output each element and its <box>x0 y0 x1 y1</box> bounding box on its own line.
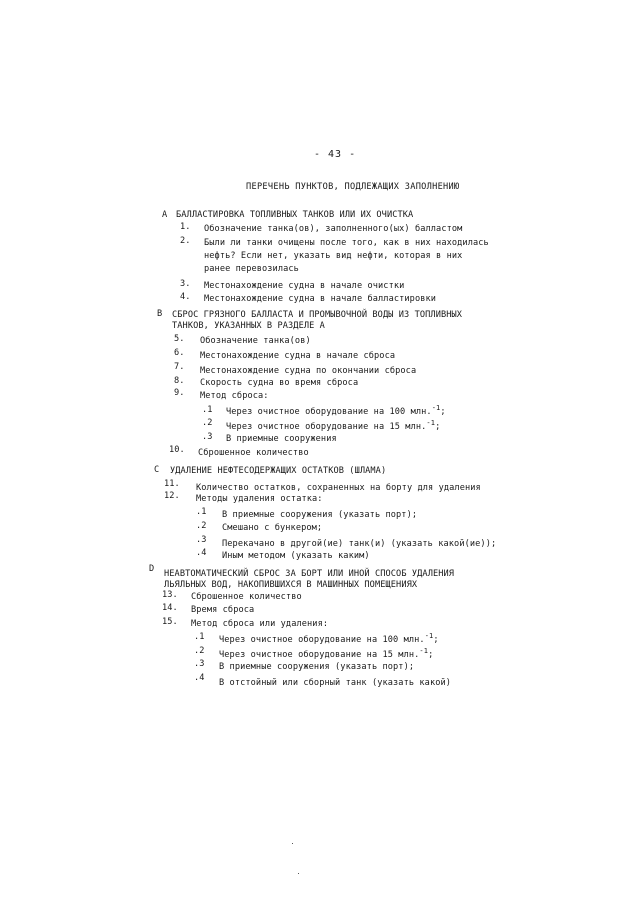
item-9-3-number: .3 <box>202 432 213 442</box>
item-3-text: Местонахождение судна в начале очистки <box>204 281 405 291</box>
scan-mark <box>292 843 293 844</box>
item-9-1-number: .1 <box>202 405 213 415</box>
scan-mark <box>298 873 299 874</box>
item-15-4-text: В отстойный или сборный танк (указать какой) <box>219 678 452 688</box>
item-9-2-label: Через очистное оборудование на 15 млн. <box>226 422 427 432</box>
section-a-title: БАЛЛАСТИРОВКА ТОПЛИВНЫХ ТАНКОВ ИЛИ ИХ ОЧИСТКА <box>176 210 414 220</box>
item-12-4-text: Иным методом (указать каким) <box>222 551 370 561</box>
item-2-text-line1: Были ли танки очищены после того, как в них находилась <box>204 238 489 248</box>
item-12-1-text: В приемные сооружения (указать порт); <box>222 510 418 520</box>
item-2-text-line3: ранее перевозилась <box>204 264 299 274</box>
item-6-text: Местонахождение судна в начале сброса <box>200 351 396 361</box>
section-d-letter: D <box>149 564 155 574</box>
section-d-title-line2: ЛЬЯЛЬНЫХ ВОД, НАКОПИВШИХСЯ В МАШИННЫХ ПОМЕЩЕНИЯХ <box>164 580 418 590</box>
item-15-1-label: Через очистное оборудование на 100 млн. <box>219 635 425 645</box>
item-15-number: 15. <box>162 617 178 627</box>
item-7-number: 7. <box>174 362 185 372</box>
section-c-title: УДАЛЕНИЕ НЕФТЕСОДЕРЖАЩИХ ОСТАТКОВ (ШЛАМА) <box>170 466 387 476</box>
section-b-title-line1: СБРОС ГРЯЗНОГО БАЛЛАСТА И ПРОМЫВОЧНОЙ ВОДЫ ИЗ ТОПЛИВНЫХ <box>172 310 463 320</box>
item-11-number: 11. <box>164 479 180 489</box>
item-15-2-superscript: -1 <box>419 647 429 655</box>
item-9-number: 9. <box>174 388 185 398</box>
item-8-text: Скорость судна во время сброса <box>200 378 359 388</box>
item-9-2-superscript: -1 <box>426 419 436 427</box>
item-9-2-end: ; <box>435 422 441 432</box>
section-c-letter: C <box>154 465 160 475</box>
item-15-2-text <box>219 647 434 660</box>
item-8-number: 8. <box>174 376 185 386</box>
item-15-2-end: ; <box>428 650 434 660</box>
item-9-2-text <box>226 419 441 432</box>
item-14-text: Время сброса <box>191 605 255 615</box>
item-10-text: Сброшенное количество <box>198 448 309 458</box>
item-12-4-number: .4 <box>196 548 207 558</box>
item-11-text: Количество остатков, сохраненных на борту для удаления <box>196 483 481 493</box>
item-9-1-end: ; <box>440 407 446 417</box>
item-15-3-number: .3 <box>194 659 205 669</box>
item-4-number: 4. <box>180 292 191 302</box>
item-15-2-number: .2 <box>194 646 205 656</box>
item-4-text: Местонахождение судна в начале балластировки <box>204 294 437 304</box>
item-12-2-number: .2 <box>196 521 207 531</box>
item-13-text: Сброшенное количество <box>191 592 302 602</box>
item-15-text: Метод сброса или удаления: <box>191 619 329 629</box>
item-12-3-text: Перекачано в другой(ие) танк(и) (указать какой(ие)); <box>222 539 497 549</box>
item-12-3-number: .3 <box>196 535 207 545</box>
item-15-4-number: .4 <box>194 673 205 683</box>
item-7-text: Местонахождение судна по окончании сброса <box>200 366 417 376</box>
item-9-3-text: В приемные сооружения <box>226 434 337 444</box>
item-2-number: 2. <box>180 236 191 246</box>
item-15-1-superscript: -1 <box>424 632 434 640</box>
item-13-number: 13. <box>162 590 178 600</box>
item-1-text: Обозначение танка(ов), заполненного(ых) балластом <box>204 224 463 234</box>
item-10-number: 10. <box>169 445 185 455</box>
item-1-number: 1. <box>180 222 191 232</box>
page-heading: ПЕРЕЧЕНЬ ПУНКТОВ, ПОДЛЕЖАЩИХ ЗАПОЛНЕНИЮ <box>246 182 460 192</box>
item-9-2-number: .2 <box>202 418 213 428</box>
item-15-1-end: ; <box>433 635 439 645</box>
item-9-1-text <box>226 404 446 417</box>
section-b-letter: B <box>157 309 163 319</box>
item-5-number: 5. <box>174 334 185 344</box>
section-d-title-line1: НЕАВТОМАТИЧЕСКИЙ СБРОС ЗА БОРТ ИЛИ ИНОЙ СПОСОБ УДАЛЕНИЯ <box>164 569 455 579</box>
section-b-title-line2: ТАНКОВ, УКАЗАННЫХ В РАЗДЕЛЕ А <box>172 321 325 331</box>
item-3-number: 3. <box>180 279 191 289</box>
item-15-3-text: В приемные сооружения (указать порт); <box>219 662 415 672</box>
item-5-text: Обозначение танка(ов) <box>200 336 311 346</box>
page-number: - 43 - <box>314 149 357 160</box>
item-12-number: 12. <box>164 491 180 501</box>
section-a-letter: A <box>162 210 168 220</box>
item-12-text: Методы удаления остатка: <box>196 494 323 504</box>
item-9-1-label: Через очистное оборудование на 100 млн. <box>226 407 432 417</box>
item-9-1-superscript: -1 <box>431 404 441 412</box>
item-15-2-label: Через очистное оборудование на 15 млн. <box>219 650 420 660</box>
item-15-1-text <box>219 632 439 645</box>
item-9-text: Метод сброса: <box>200 391 269 401</box>
item-12-1-number: .1 <box>196 507 207 517</box>
item-6-number: 6. <box>174 348 185 358</box>
item-2-text-line2: нефть? Если нет, указать вид нефти, которая в них <box>204 251 463 261</box>
item-12-2-text: Смешано с бункером; <box>222 523 323 533</box>
item-14-number: 14. <box>162 603 178 613</box>
item-15-1-number: .1 <box>194 632 205 642</box>
